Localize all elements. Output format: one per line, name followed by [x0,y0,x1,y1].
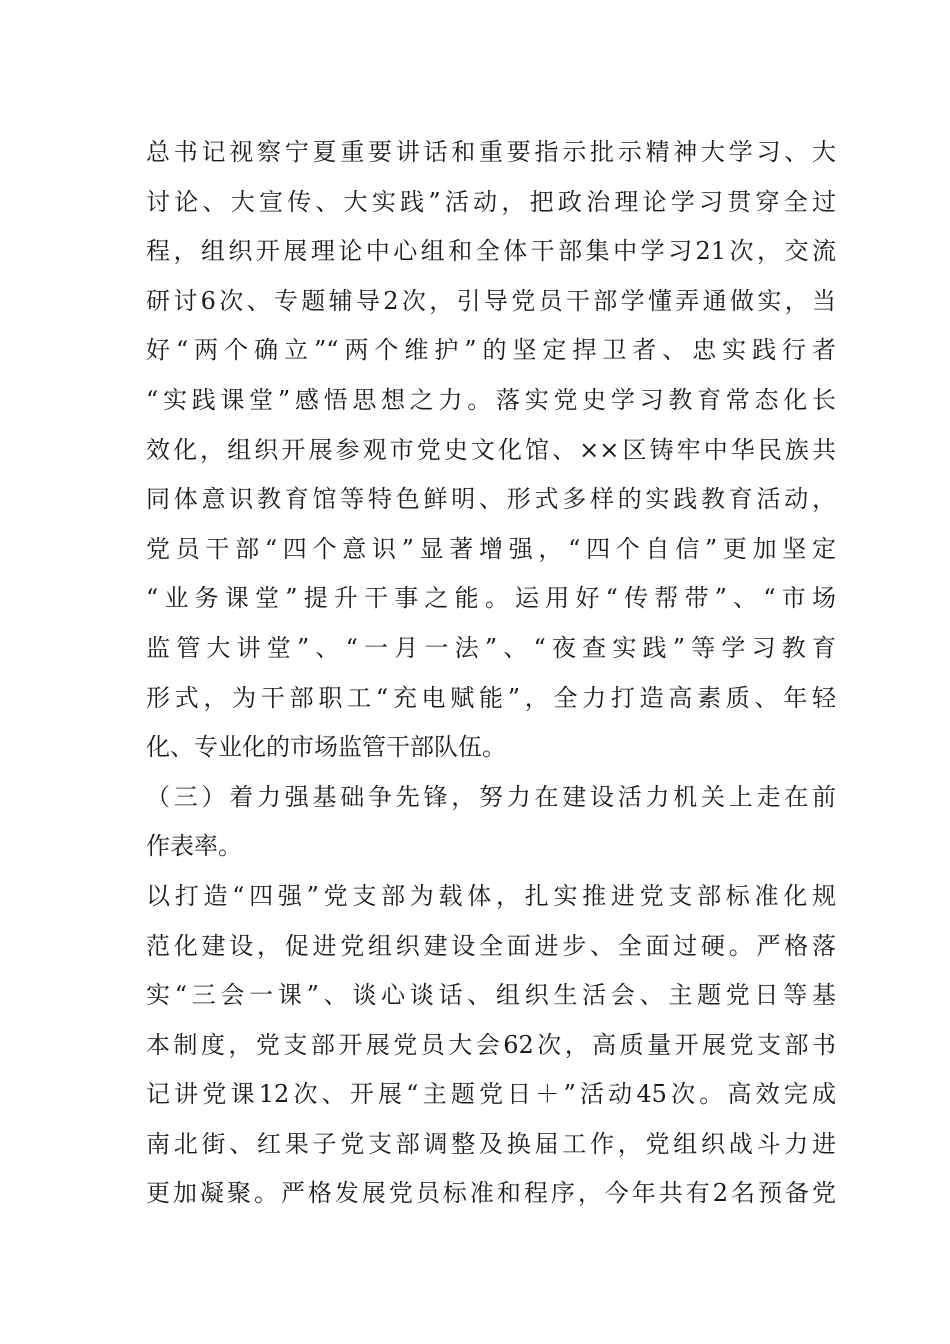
text-line: 本制度，党支部开展党员大会62次，高质量开展党支部书 [146,1030,836,1059]
text-line: 党员干部“四个意识”显著增强，“四个自信”更加坚定 [146,534,836,563]
section-heading-line: 作表率。 [146,832,242,861]
body-text [146,128,836,1219]
text-line: 讨论、大宣传、大实践”活动，把政治理论学习贯穿全过 [146,187,836,216]
text-line: 化、专业化的市场监管干部队伍。 [146,733,506,762]
text-line: 范化建设，促进党组织建设全面进步、全面过硬。严格落 [146,931,836,960]
text-line: 记讲党课12次、开展“主题党日＋”活动45次。高效完成 [146,1080,836,1109]
text-line: “实践课堂”感悟思想之力。落实党史学习教育常态化长 [146,385,836,414]
section-heading-line: （三）着力强基础争先锋，努力在建设活力机关上走在前 [146,782,836,811]
text-line: 总书记视察宁夏重要讲话和重要指示批示精神大学习、大 [146,138,836,166]
text-line: 监管大讲堂”、“一月一法”、“夜查实践”等学习教育 [146,633,836,662]
text-line: 以打造“四强”党支部为载体，扎实推进党支部标准化规 [146,881,836,910]
text-line: 程，组织开展理论中心组和全体干部集中学习21次，交流 [146,237,836,266]
text-line: 效化，组织开展参观市党史文化馆、××区铸牢中华民族共 [146,435,836,464]
text-line: 更加凝聚。严格发展党员标准和程序，今年共有2名预备党 [146,1179,836,1208]
text-line: “业务课堂”提升干事之能。运用好“传帮带”、“市场 [146,584,836,613]
text-line: 研讨6次、专题辅导2次，引导党员干部学懂弄通做实，当 [146,286,836,315]
text-line: 形式，为干部职工“充电赋能”，全力打造高素质、年轻 [146,683,836,712]
text-line: 实“三会一课”、谈心谈话、组织生活会、主题党日等基 [146,981,836,1010]
text-line: 同体意识教育馆等特色鲜明、形式多样的实践教育活动， [146,485,836,514]
text-line: 好“两个确立”“两个维护”的坚定捍卫者、忠实践行者 [146,336,836,365]
text-line: 南北街、红果子党支部调整及换届工作，党组织战斗力进 [146,1129,836,1158]
